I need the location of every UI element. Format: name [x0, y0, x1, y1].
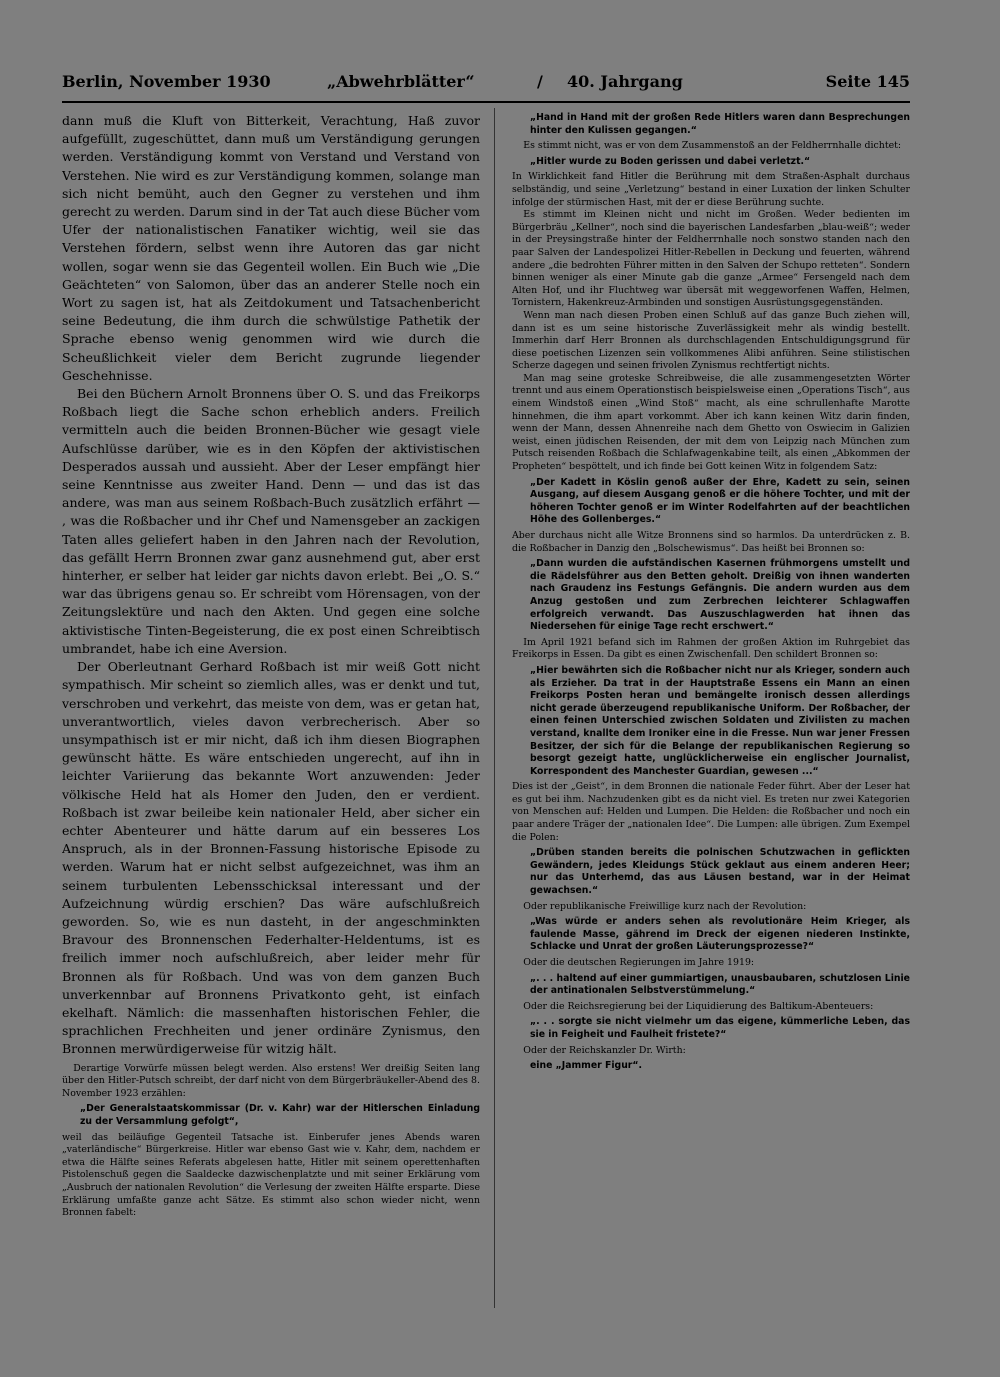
paragraph: Bei den Büchern Arnolt Bronnens über O. S. und das Freikorps Roßbach liegt die Sache schon erheblich anders. Freilich vermitteln auch die beiden Bronnen-Bücher wie gesagt viele Aufschlüsse darüber, wie es in den Köpfen der aktivistischen Desperados aussah und aussieht. Aber der Leser empfängt hier seine Kenntnisse aus zweiter Hand. Denn — und das ist das andere, was man aus seinem Roßbach-Buch zusätzlich erfährt — , was die Roßbacher und ihr Chef und Namensgeber an zackigen Taten alles geliefert haben in den Jahren nach der Revolution, das gefällt Herrn Bronnen zwar ganz ausnehmend gut, aber erst hinterher, er selber hat leider gar nichts davon erlebt. Bei „O. S.“ war das übrigens genau so. Er schreibt vom Hörensagen, von der Zeitungslektüre und nach den Akten. Und gegen eine solche aktivistische Tinten-Begeisterung, die ex post einen Schreibtisch umbrandet, habe ich eine Aversion.: [62, 386, 480, 656]
header-separator: /: [537, 72, 543, 91]
header-volume: 40. Jahrgang: [567, 72, 683, 91]
header-place-date: Berlin, November 1930: [62, 72, 271, 91]
block-quote: „Drüben standen bereits die polnischen Schutzwachen in geflickten Gewändern, jedes Kleidungs Stück geklaut aus einem anderen Heer; nur das Unterhemd, das aus Läusen bestand, war in der Heimat gewachsen.“: [530, 847, 910, 897]
paragraph: Im April 1921 befand sich im Rahmen der großen Aktion im Ruhrgebiet das Freikorps in Essen. Da gibt es einen Zwischenfall. Den schildert Bronnen so:: [512, 636, 910, 661]
block-quote: „Der Generalstaatskommissar (Dr. v. Kahr) war der Hitlerschen Einladung zu der Versammlung gefolgt“,: [80, 1103, 480, 1127]
paragraph: dann muß die Kluft von Bitterkeit, Verachtung, Haß zuvor aufgefüllt, zugeschüttet, dann muß um Verständigung gerungen werden. Verständigung kommt von Verstand und Verstand von Verstehen. Nie wird es zur Verständigung kommen, solange man sich nicht bemüht, auch den Gegner zu verstehen und ihm gerecht zu werden. Darum sind in der Tat auch diese Bücher vom Ufer der nationalistischen Fanatiker wichtig, weil sie das Verstehen fördern, selbst wenn ihre Autoren das gar nicht wollen, sogar wenn sie das Gegenteil wollen. Ein Buch wie „Die Geächteten“ von Salomon, über das an anderer Stelle noch ein Wort zu sagen ist, hat als Zeitdokument und Tatsachenbericht seine Bedeutung, die ihm durch die schwülstige Pathetik der Sprache ebenso wenig genommen wird wie durch die Scheußlichkeit vieler dem Bericht zugrunde liegender Geschehnisse.: [62, 113, 480, 383]
block-quote: „Was würde er anders sehen als revolutionäre Heim Krieger, als faulende Masse, gährend im Dreck der eigenen niederen Instinkte, Schlacke und Unrat der großen Läuterungsprozesse?“: [530, 916, 910, 953]
header-page-number: Seite 145: [825, 72, 910, 91]
block-quote: „Dann wurden die aufständischen Kasernen frühmorgens umstellt und die Rädelsführer aus den Betten geholt. Dreißig von ihnen wanderten nach Graudenz ins Festungs Gefängnis. Die andern wurden aus dem Anzug gestoßen und zum Zerbrechen leichterer Schlagwaffen erfolgreich verwandt. Das Auszuschlagwerden hat ihnen das Niedersehen für einige Tage recht erschwert.“: [530, 558, 910, 633]
paragraph: Oder republikanische Freiwillige kurz nach der Revolution:: [523, 900, 807, 912]
page-header: [62, 72, 910, 96]
block-quote: „. . . haltend auf einer gummiartigen, unausbaubaren, schutzlosen Linie der antinationalen Selbstverstümmelung.“: [530, 972, 910, 997]
paragraph: Der Oberleutnant Gerhard Roßbach ist mir weiß Gott nicht sympathisch. Mir scheint so ziemlich alles, was er denkt und tut, verschroben und verkehrt, das meiste von dem, was er getan hat, unverantwortlich, vieles davon verbrecherisch. Aber so unsympathisch ist er mir nicht, daß ich ihm diesen Biographen gewünscht hätte. Es wäre entschieden ungerecht, auf ihn in leichter Variierung das bekannte Wort anzuwenden: Jeder völkische Held hat als Homer den Juden, den er verdient. Roßbach ist zwar beileibe kein nationaler Held, aber sicher ein echter Abenteurer und hätte darum auf ein besseres Los Anspruch, als in der Bronnen-Fassung historische Episode zu werden. Warum hat er nicht selbst aufgezeichnet, was ihm an seinem turbulenten Lebensschicksal interessant und der Aufzeichnung würdig erschien? Das wäre aufschlußreich geworden. So, wie es nun dasteht, in der angeschminkten Bravour des Bronnenschen Federhalter-Heldentums, ist es freilich immer noch aufschlußreich, aber leider mehr für Bronnen als für Roßbach. Und was von dem ganzen Buch unverkennbar auf Bronnens Privatkonto geht, ist einfach ekelhaft. Nämlich: die massenhaften historischen Fehler, die sprachlichen Frechheiten und jener ordinäre Zynismus, den Bronnen merwürdigerweise für witzig hält.: [62, 659, 480, 1057]
paragraph: Derartige Vorwürfe müssen belegt werden. Also erstens! Wer dreißig Seiten lang über den Hitler-Putsch schreibt, der darf nicht von dem Bürgerbräukeller-Abend des 8. November 1923 erzählen:: [62, 1062, 480, 1099]
paragraph: Dies ist der „Geist“, in dem Bronnen die nationale Feder führt. Aber der Leser hat es gut bei ihm. Nachzudenken gibt es da nicht viel. Es treten nur zwei Kategorien von Menschen auf: Helden und Lumpen. Die Helden: die Roßbacher und noch ein paar andere Träger der „nationalen Idee“. Die Lumpen: alle übrigen. Zum Exempel die Polen:: [512, 781, 910, 843]
paragraph: Man mag seine groteske Schreibweise, die alle zusammengesetzten Wörter trennt und aus einem Operationstisch beispielsweise einen „Operations Tisch“, aus einem Windstoß einen „Wind Stoß“ macht, als eine schrullenhafte Marotte hinnehmen, die ihm apart vorkommt. Aber ich kann keinen Witz darin finden, wenn der Mann, dessen Ahnenreihe nach dem Ghetto von Oswiecim in Galizien weist, einen jüdischen Reisenden, der mit dem von Leipzig nach München zum Putsch reisenden Roßbach die Schlafwagenkabine teilt, als einen „Abkommen der Propheten“ bespöttelt, und ich finde bei Gott keinen Witz in folgendem Satz:: [512, 372, 910, 473]
paragraph: weil das beiläufige Gegenteil Tatsache ist. Einberufer jenes Abends waren „vaterländische“ Bürgerkreise. Hitler war ebenso Gast wie v. Kahr, dem, nachdem er etwa die Hälfte seines Referats abgelesen hatte, Hitler mit seinem operettenhaften Pistolenschuß gegen die Saaldecke dazwischenplatzte und mit seiner Erklärung vom „Ausbruch der nationalen Revolution“ die Verlesung der zweiten Hälfte ersparte. Diese Erklärung umfaßte ganze acht Sätze. Es stimmt also schon wieder nicht, wenn Bronnen fabelt:: [62, 1131, 480, 1219]
left-column: [62, 112, 480, 1312]
paragraph: Es stimmt nicht, was er von dem Zusammenstoß an der Feldherrnhalle dichtet:: [523, 140, 902, 152]
block-quote: „Hier bewährten sich die Roßbacher nicht nur als Krieger, sondern auch als Erzieher. Da trat in der Hauptstraße Essens ein Mann an einen Freikorps Posten heran und bemängelte ironisch dessen allerdings nicht gerade überzeugend republikanische Uniform. Der Roßbacher, der einen feinen Unterschied zwischen Soldaten und Zivilisten zu machen verstand, knallte dem Ironiker eine in die Fresse. Nun war jener Fressen Besitzer, der sich für die Belange der republikanischen Regierung so besorgt gezeigt hatte, unglücklicherweise ein englischer Journalist, Korrespondent des Manchester Guardian, gewesen ...“: [530, 664, 910, 777]
block-quote: eine „Jammer Figur“.: [530, 1060, 643, 1072]
block-quote: „Hand in Hand mit der großen Rede Hitlers waren dann Besprechungen hinter den Kulissen gegangen.“: [530, 112, 910, 136]
column-divider: [494, 108, 495, 1308]
paragraph: In Wirklichkeit fand Hitler die Berührung mit dem Straßen-Asphalt durchaus selbständig, und seine „Verletzung“ bestand in einer Luxation der linken Schulter infolge der stürmischen Hast, mit der er diese Berührung suchte.: [512, 171, 910, 208]
paragraph: Oder die deutschen Regierungen im Jahre 1919:: [523, 957, 755, 968]
block-quote: „Der Kadett in Köslin genoß außer der Ehre, Kadett zu sein, seinen Ausgang, auf diesem Ausgang genoß er die höhere Tochter, und mit der höheren Tochter genoß er im Winter Rodelfahrten auf der beachtlichen Höhe des Gollenberges.“: [530, 476, 910, 526]
paragraph: Es stimmt im Kleinen nicht und nicht im Großen. Weder bedienten im Bürgerbräu „Kellner“, noch sind die bayerischen Landesfarben „blau-weiß“; weder in der Preysingstraße hinter der Feldherrnhalle noch sonstwo standen nach den paar Salven der Landespolizei Hitler-Rebellen in Deckung und feuerten, während andere „die bedrohten Führer mitten in den Salven der Schupo retteten“. Sondern binnen weniger als einer Minute gab die ganze „Armee“ Fersengeld nach dem Alten Hof, und ihr Fluchtweg war übersät mit weggeworfenen Waffen, Helmen, Tornistern, Hakenkreuz-Armbinden und sonstigen Ausrüstungsgegenständen.: [512, 209, 910, 309]
block-quote: „Hitler wurde zu Boden gerissen und dabei verletzt.“: [530, 155, 811, 167]
paragraph: Oder die Reichsregierung bei der Liquidierung des Baltikum-Abenteuers:: [523, 1000, 874, 1012]
header-rule: [62, 101, 910, 103]
block-quote: „. . . sorgte sie nicht vielmehr um das eigene, kümmerliche Leben, das sie in Feigheit und Faulheit fristete?“: [530, 1016, 910, 1040]
paragraph: Aber durchaus nicht alle Witze Bronnens sind so harmlos. Da unterdrücken z. B. die Roßbacher in Danzig den „Bolschewismus“. Das heißt bei Bronnen so:: [512, 530, 910, 554]
paragraph: Wenn man nach diesen Proben einen Schluß auf das ganze Buch ziehen will, dann ist es um seine historische Zuverlässigkeit mehr als windig bestellt. Immerhin darf Herr Bronnen als durchschlagenden Entschuldigungsgrund für diese poetischen Lizenzen sein vollkommenes Alibi anführen. Seine stilistischen Scherze dagegen und seinen frivolen Zynismus rechtfertigt nichts.: [512, 309, 910, 372]
paragraph: Oder der Reichskanzler Dr. Wirth:: [523, 1044, 686, 1056]
header-publication-title: „Abwehrblätter“: [327, 72, 475, 91]
right-column: [512, 112, 910, 1312]
